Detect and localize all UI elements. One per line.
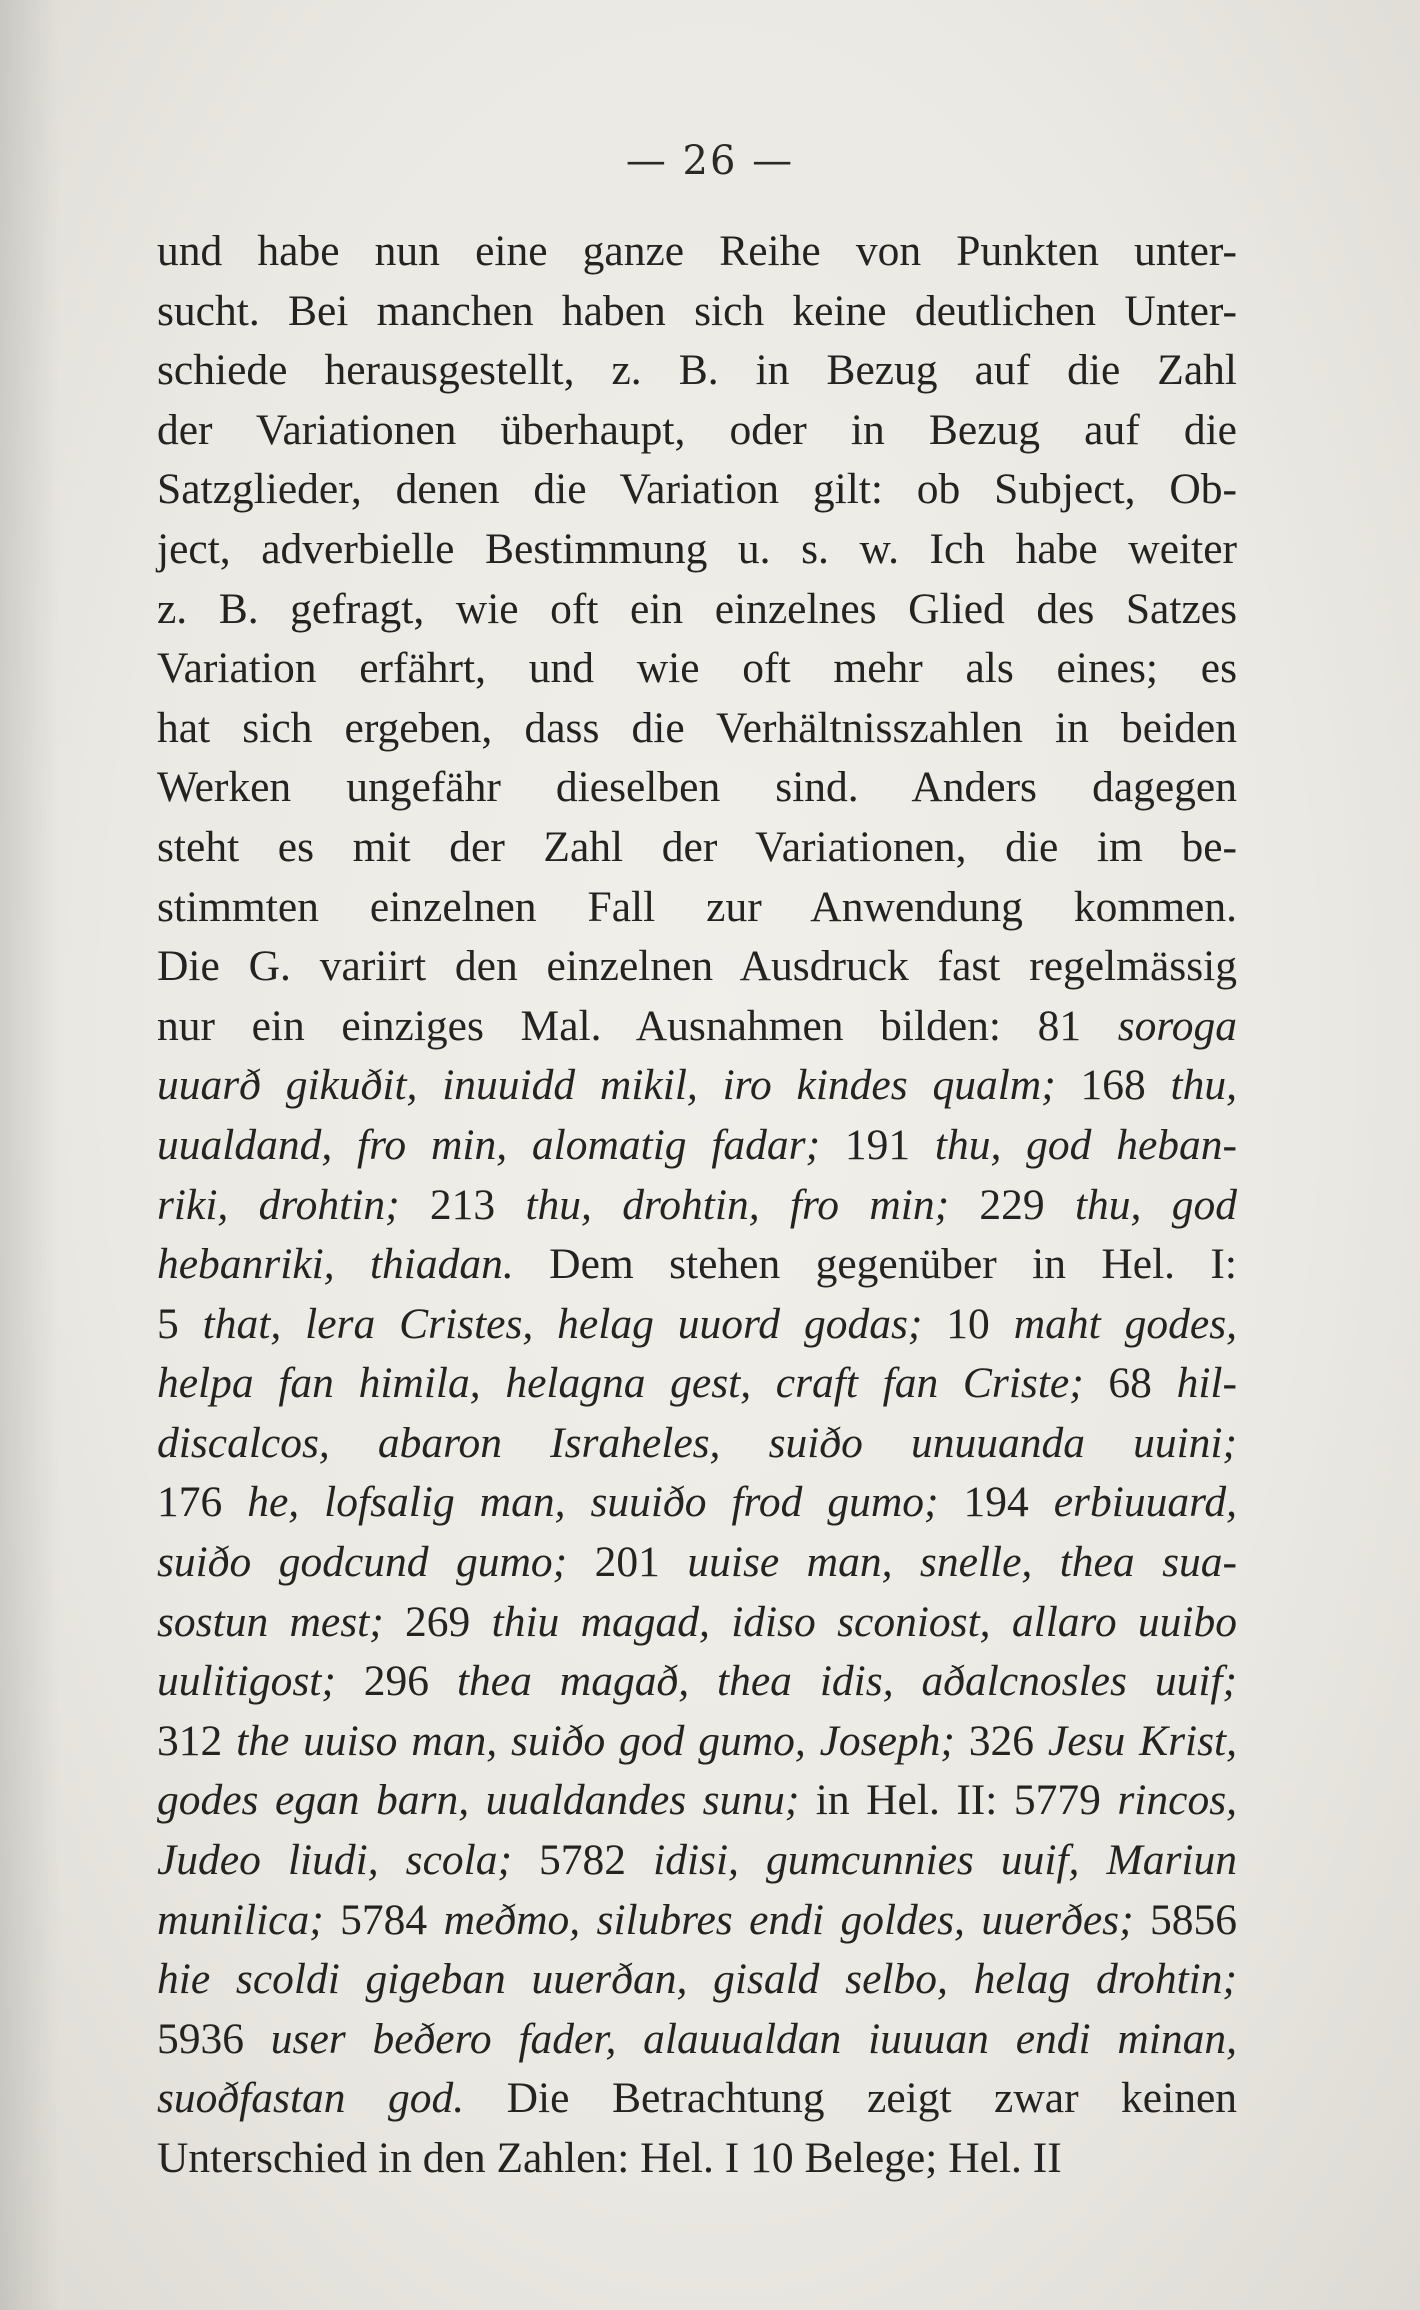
text-line (157, 1891, 1237, 1951)
text-run: 194 (938, 1478, 1054, 1527)
italic-quote: hil- (1176, 1359, 1238, 1408)
text-run: steht es mit der Zahl der Variationen, die im be- (157, 822, 1237, 871)
italic-quote: uuarð gikuðit, inuuidd mikil, iro kindes qualm; (157, 1061, 1056, 1110)
text-line (157, 1414, 1237, 1474)
text-run: 5936 (157, 2014, 271, 2063)
italic-quote: that, lera Cristes, helag uuord godas; (202, 1299, 923, 1348)
text-line (157, 758, 1237, 818)
body-text (157, 222, 1237, 2189)
text-run: 191 (820, 1120, 935, 1169)
text-line (157, 2129, 1237, 2189)
italic-quote: soroga (1117, 1001, 1237, 1050)
italic-quote: idisi, gumcunnies uuif, Mariun (653, 1836, 1238, 1885)
italic-quote: sostun mest; (157, 1597, 384, 1646)
text-run: 5784 (323, 1895, 444, 1944)
text-run: 5782 (511, 1836, 654, 1885)
text-line (157, 1950, 1237, 2010)
text-run: 168 (1055, 1061, 1171, 1110)
italic-quote: hie scoldi gigeban uuerðan, gisald selbo, helag drohtin; (157, 1955, 1237, 2004)
text-run: sucht. Bei manchen haben sich keine deutlichen Unter- (157, 286, 1237, 335)
text-run: 269 (383, 1597, 492, 1646)
italic-quote: meðmo, silubres endi goldes, uuerðes; (443, 1895, 1134, 1944)
text-line (157, 1771, 1237, 1831)
italic-quote: maht godes, (1013, 1299, 1237, 1348)
italic-quote: the uuiso man, suiðo god gumo, Joseph; (236, 1716, 955, 1765)
text-line (157, 2010, 1237, 2070)
italic-quote: helpa fan himila, helagna gest, craft fan Criste; (157, 1359, 1084, 1408)
text-line (157, 222, 1237, 282)
text-run: 312 (157, 1716, 237, 1765)
italic-quote: erbiuuard, (1053, 1478, 1238, 1527)
italic-quote: thu, drohtin, fro min; (525, 1180, 950, 1229)
text-line (157, 2069, 1237, 2129)
text-line (157, 1533, 1237, 1593)
text-run: in Hel. II: 5779 (799, 1776, 1118, 1825)
text-run: der Variationen überhaupt, oder in Bezug auf die (157, 405, 1237, 454)
text-line (157, 341, 1237, 401)
text-line (157, 1295, 1237, 1355)
text-line (157, 1831, 1237, 1891)
text-run: Werken ungefähr dieselben sind. Anders dagegen (157, 763, 1237, 812)
text-line (157, 937, 1237, 997)
italic-quote: munilica; (157, 1895, 324, 1944)
text-run: hat sich ergeben, dass die Verhältnisszahlen in beiden (157, 703, 1237, 752)
page-gutter-shadow (0, 0, 60, 2310)
text-run: 10 (922, 1299, 1014, 1348)
italic-quote: he, lofsalig man, suuiðo frod gumo; (247, 1478, 939, 1527)
italic-quote: thu, god (1074, 1180, 1237, 1229)
italic-quote: uulitigost; (157, 1657, 336, 1706)
text-run: Die G. variirt den einzelnen Ausdruck fast regelmässig (157, 942, 1237, 991)
text-line (157, 1652, 1237, 1712)
italic-quote: thu, (1170, 1061, 1237, 1110)
page-number: — 26 — (625, 138, 795, 184)
text-run: 5856 (1133, 1895, 1237, 1944)
italic-quote: Judeo liudi, scola; (157, 1836, 512, 1885)
text-run: nur ein einziges Mal. Ausnahmen bilden: 81 (157, 1001, 1118, 1050)
italic-quote: uuise man, snelle, thea sua- (687, 1538, 1237, 1587)
text-line (157, 1473, 1237, 1533)
italic-quote: thiu magad, idiso sconiost, allaro uuibo (491, 1597, 1238, 1646)
text-line (157, 282, 1237, 342)
text-line (157, 1116, 1237, 1176)
text-line (157, 1056, 1237, 1116)
text-line (157, 401, 1237, 461)
text-run: 213 (399, 1180, 526, 1229)
text-line (157, 997, 1237, 1057)
text-run: 5 (157, 1299, 203, 1348)
text-run: stimmten einzelnen Fall zur Anwendung kommen. (157, 882, 1237, 931)
text-run: Dem stehen gegenüber in Hel. I: (513, 1240, 1238, 1289)
italic-quote: suoðfastan god. (157, 2074, 465, 2123)
text-line (157, 818, 1237, 878)
text-line (157, 639, 1237, 699)
text-run: Die Betrachtung zeigt zwar keinen (464, 2074, 1238, 2123)
italic-quote: godes egan barn, uualdandes sunu; (157, 1776, 800, 1825)
text-run: 229 (949, 1180, 1075, 1229)
text-run: z. B. gefragt, wie oft ein einzelnes Glied des Satzes (157, 584, 1237, 633)
italic-quote: discalcos, abaron Israheles, suiðo unuuanda uuini; (157, 1418, 1237, 1467)
italic-quote: user beðero fader, alauualdan iuuuan endi minan, (270, 2014, 1238, 2063)
text-line (157, 580, 1237, 640)
text-run: 176 (157, 1478, 248, 1527)
italic-quote: suiðo godcund gumo; (157, 1538, 568, 1587)
text-line (157, 520, 1237, 580)
text-line (157, 1176, 1237, 1236)
italic-quote: thu, god heban- (934, 1120, 1237, 1169)
italic-quote: Jesu Krist, (1047, 1716, 1237, 1765)
text-run: ject, adverbielle Bestimmung u. s. w. Ich habe weiter (157, 524, 1237, 573)
text-run: Unterschied in den Zahlen: Hel. I 10 Belege; Hel. II (157, 2134, 1062, 2182)
italic-quote: rincos, (1117, 1776, 1237, 1825)
italic-quote: thea magað, thea idis, aðalcnosles uuif; (456, 1657, 1237, 1706)
italic-quote: hebanriki, thiadan. (157, 1240, 514, 1289)
text-run: 326 (954, 1716, 1048, 1765)
text-run: 201 (567, 1538, 688, 1587)
italic-quote: uualdand, fro min, alomatig fadar; (157, 1120, 821, 1169)
text-line (157, 1235, 1237, 1295)
text-line (157, 1712, 1237, 1772)
text-line (157, 1354, 1237, 1414)
text-line (157, 878, 1237, 938)
text-run: Satzglieder, denen die Variation gilt: ob Subject, Ob- (157, 465, 1237, 514)
text-run: schiede herausgestellt, z. B. in Bezug auf die Zahl (157, 346, 1237, 395)
text-run: Variation erfährt, und wie oft mehr als eines; es (157, 644, 1237, 693)
text-run: 68 (1083, 1359, 1177, 1408)
text-run: und habe nun eine ganze Reihe von Punkten unter- (157, 227, 1237, 275)
text-line (157, 460, 1237, 520)
text-line (157, 1593, 1237, 1653)
text-run: 296 (335, 1657, 457, 1706)
text-line (157, 699, 1237, 759)
italic-quote: riki, drohtin; (157, 1180, 400, 1229)
